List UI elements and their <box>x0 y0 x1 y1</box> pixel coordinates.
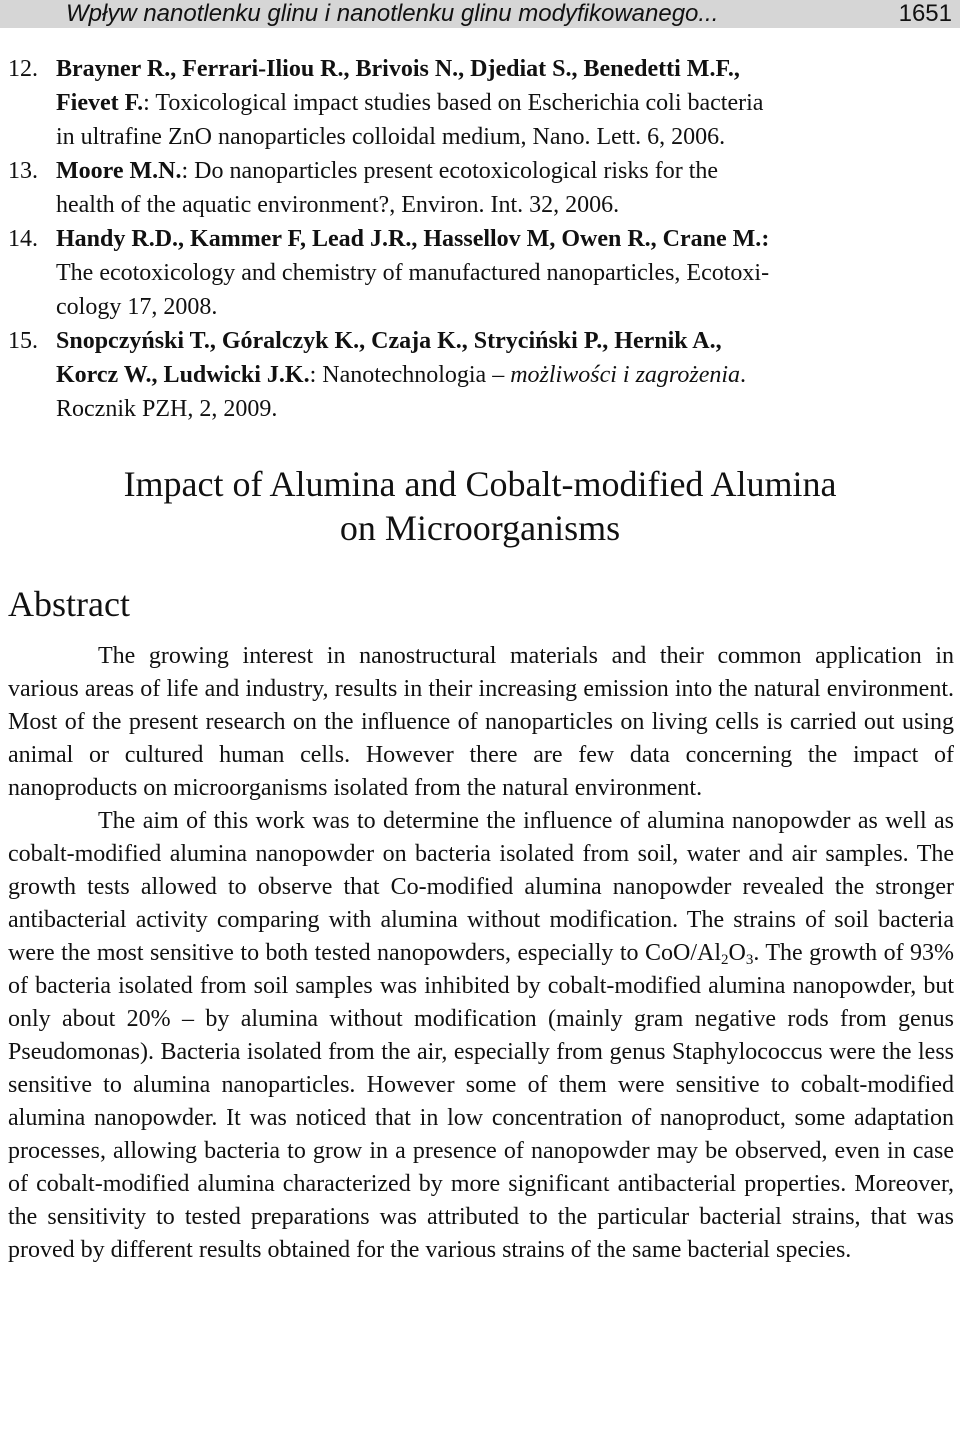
reference-text: cology 17, 2008. <box>56 294 218 320</box>
abstract-paragraph-2 <box>8 805 954 1267</box>
reference-number: 13. <box>8 158 38 184</box>
paper-title-line-2: on Microorganisms <box>339 508 621 548</box>
running-title: Wpływ nanotlenku glinu i nanotlenku glinu modyfikowanego... <box>66 0 719 27</box>
page-number: 1651 <box>898 0 952 27</box>
reference-item-12 <box>8 52 954 154</box>
reference-number: 14. <box>8 226 38 252</box>
reference-text: : Toxicological impact studies based on Escherichia coli bacteria <box>143 90 764 116</box>
subscript: 3 <box>745 952 754 968</box>
abstract-text: . The growth of 93% of bacteria isolated from soil samples was inhibited by cobalt-modified alumina nanopowder, but only about 20% – by alumina without modification (mainly gram negative rods from genus Pseudomonas). Bacteria isolated from the air, especially from genus Staphylococcus were the less sensitive to alumina nanoparticles. However some of them were sensitive to cobalt-modified alumina nanopowder. It was noticed that in low concentration of nanoproduct, some adaptation processes, allowing bacteria to grow in a presence of nanopowder may be observed, even in case of cobalt-modified alumina characterized by more significant antibacterial properties. Moreover, the sensitivity to tested preparations was attributed to the particular bacterial strains, that was proved by different results obtained for the various strains of the same bacterial species. <box>8 940 955 1263</box>
reference-authors: Korcz W., Ludwicki J.K. <box>56 362 310 388</box>
reference-text: The ecotoxicology and chemistry of manufactured nanoparticles, Ecotoxi- <box>56 260 770 286</box>
paper-title <box>0 462 960 550</box>
abstract-heading: Abstract <box>8 584 130 624</box>
reference-authors: Brayner R., Ferrari-Iliou R., Brivois N., Djediat S., Benedetti M.F., <box>56 56 740 82</box>
reference-number: 12. <box>8 56 38 82</box>
reference-item-14 <box>8 222 954 324</box>
reference-authors: Moore M.N. <box>56 158 182 184</box>
reference-text: : Nanotechnologia – <box>309 362 511 388</box>
abstract-paragraph-1: The growing interest in nanostructural materials and their common application in various areas of life and industry, results in their increasing emission into the natural environment. Most of the present research on the influence of nanoparticles on living cells is carried out using animal or cultured human cells. However there are few data concerning the impact of nanoproducts on microorganisms isolated from the natural environment. <box>8 643 954 801</box>
reference-authors: Fievet F. <box>56 90 144 116</box>
abstract-text: O <box>728 940 746 966</box>
reference-italic-title: możliwości i zagrożenia <box>510 362 741 388</box>
reference-authors: Snopczyński T., Góralczyk K., Czaja K., Stryciński P., Hernik A., <box>56 328 722 354</box>
reference-text: : Do nanoparticles present ecotoxicological risks for the <box>181 158 719 184</box>
reference-list <box>8 52 954 426</box>
reference-continuation <box>8 358 954 392</box>
reference-text: Rocznik PZH, 2, 2009. <box>56 396 278 422</box>
running-header <box>0 0 960 28</box>
subscript: 2 <box>721 952 729 968</box>
reference-colon: : <box>761 226 770 252</box>
reference-number: 15. <box>8 328 38 354</box>
paper-title-line-1: Impact of Alumina and Cobalt-modified Alumina <box>123 464 837 504</box>
reference-item-15 <box>8 324 954 426</box>
abstract-text: The aim of this work was to determine the influence of alumina nanopowder as well as cobalt-modified alumina nanopowder on bacteria isolated from soil, water and air samples. The growth tests allowed to observe that Co-modified alumina nanopowder revealed the stronger antibacterial activity comparing with alumina without modification. The strains of soil bacteria were the most sensitive to both tested nanopowders, especially to CoO/Al <box>8 808 954 966</box>
reference-authors: Handy R.D., Kammer F, Lead J.R., Hassellov M, Owen R., Crane M. <box>56 226 762 252</box>
reference-text: health of the aquatic environment?, Environ. Int. 32, 2006. <box>56 192 620 218</box>
reference-text: . <box>740 362 747 388</box>
reference-continuation <box>8 86 954 120</box>
abstract-body <box>8 640 954 1267</box>
reference-item-13 <box>8 154 954 222</box>
reference-text: in ultrafine ZnO nanoparticles colloidal medium, Nano. Lett. 6, 2006. <box>56 124 726 150</box>
